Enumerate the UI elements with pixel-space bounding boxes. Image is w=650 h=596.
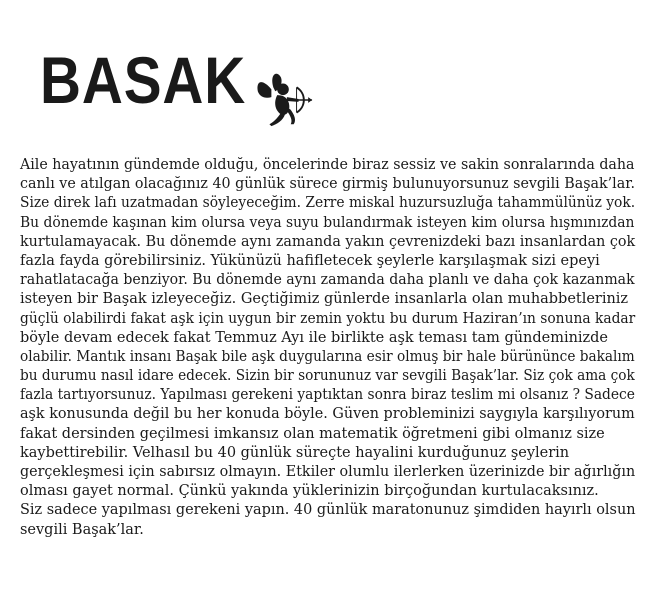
text-line: aşk konusunda değil bu her konuda böyle. Güven probleminizi saygıyla karşılıyorum bbox=[20, 405, 635, 423]
text-line: olması gayet normal. Çünkü yakında yüklerinizin birçoğundan kurtulacaksınız. bbox=[20, 482, 599, 500]
text-line: fazla tartıyorsunuz. Yapılması gerekeni yaptıktan sonra biraz teslim mi olsanız ? Sadece bbox=[20, 386, 635, 404]
text-line: Bu dönemde kaşınan kim olursa veya suyu bulandırmak isteyen kim olursa hışmınızdan bbox=[20, 213, 635, 231]
text-line: sevgili Başak’lar. bbox=[20, 520, 144, 538]
text-line: fazla fayda görebilirsiniz. Yükünüzü hafifletecek şeylerle karşılaşmak sizi epeyi bbox=[20, 251, 600, 269]
cupid-icon bbox=[252, 68, 314, 130]
zodiac-title: BASAK bbox=[40, 43, 247, 117]
text-line: Siz sadece yapılması gerekeni yapın. 40 günlük maratonunuz şimdiden hayırlı olsun bbox=[20, 501, 636, 519]
text-line: Size direk lafı uzatmadan söyleyeceğim. Zerre miskal huzursuzluğa tahammülünüz yok. bbox=[20, 194, 636, 212]
text-line: isteyen bir Başak izleyeceğiz. Geçtiğimiz günlerde insanlarla olan muhabbetleriniz bbox=[20, 290, 629, 308]
text-line: Aile hayatının gündemde olduğu, öncelerinde biraz sessiz ve sakin sonralarında daha bbox=[20, 156, 635, 173]
text-line: canlı ve atılgan olacağınız 40 günlük sürece girmiş bulunuyorsunuz sevgili Başak’lar. bbox=[20, 175, 635, 193]
text-line: güçlü olabilirdi fakat aşk için uygun bir zemin yoktu bu durum Haziran’ın sonuna kadar bbox=[20, 309, 636, 327]
text-line: kaybettirebilir. Velhasıl bu 40 günlük süreçte hayalini kurduğunuz şeylerin bbox=[20, 443, 570, 461]
text-line: gerçekleşmesi için sabırsız olmayın. Etkiler olumlu ilerlerken üzerinizde bir ağırlığın bbox=[20, 463, 636, 480]
text-line: kurtulamayacak. Bu dönemde aynı zamanda yakın çevrenizdeki bazı insanlardan çok bbox=[20, 232, 636, 250]
text-line: rahatlatacağa benziyor. Bu dönemde aynı zamanda daha planlı ve daha çok kazanmak bbox=[20, 271, 635, 289]
text-line: böyle devam edecek fakat Temmuz Ayı ile birlikte aşk teması tam gündeminizde bbox=[20, 328, 609, 346]
horoscope-text bbox=[20, 155, 640, 539]
text-line: fakat dersinden geçilmesi imkansız olan matematik öğretmeni gibi olmanız size bbox=[20, 424, 605, 442]
text-line: olabilir. Mantık insanı Başak bile aşk duygularına esir olmuş bir hale bürününce bakalım bbox=[20, 347, 635, 365]
text-line: bu durumu nasıl idare edecek. Sizin bir sorununuz var sevgili Başak’lar. Siz çok ama çok bbox=[20, 367, 635, 385]
header bbox=[40, 40, 340, 140]
